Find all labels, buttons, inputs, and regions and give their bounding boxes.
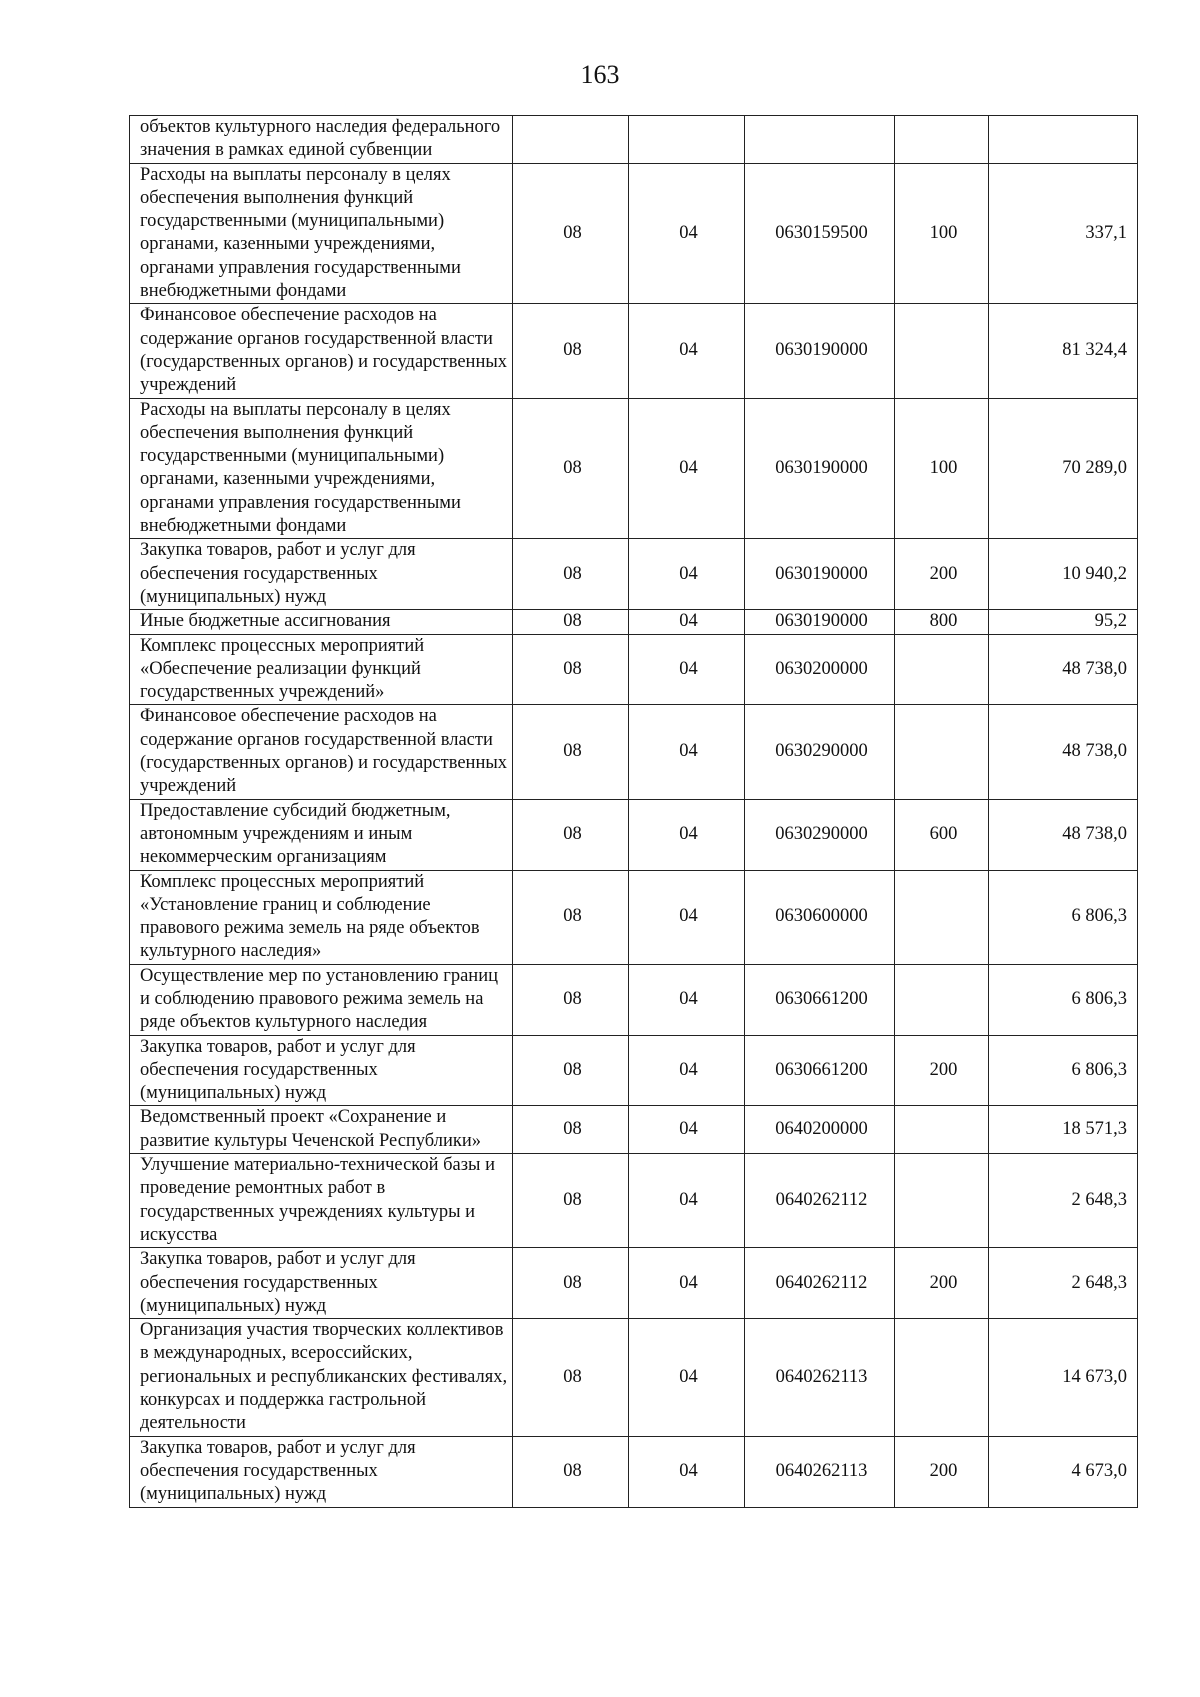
page-number: 163 <box>580 60 620 89</box>
section-code-cell: 08 <box>513 539 629 610</box>
amount-cell: 4 673,0 <box>989 1436 1138 1507</box>
target-article-cell: 0640262113 <box>745 1319 895 1436</box>
table-row <box>130 398 1138 539</box>
subsection-code-cell: 04 <box>629 398 745 539</box>
target-article-cell: 0630290000 <box>745 799 895 870</box>
row-name-cell: объектов культурного наследия федерального значения в рамках единой субвенции <box>130 116 513 164</box>
target-article-cell: 0630159500 <box>745 163 895 304</box>
table-row <box>130 539 1138 610</box>
subsection-code-cell: 04 <box>629 870 745 964</box>
expense-type-cell <box>895 870 989 964</box>
row-name-cell: Расходы на выплаты персоналу в целях обеспечения выполнения функций государственными (муниципальными) органами, казенными учреждениями, органами управления государственными внебюджетными фондами <box>130 398 513 539</box>
target-article-cell: 0630190000 <box>745 610 895 634</box>
section-code-cell: 08 <box>513 705 629 799</box>
table-row <box>130 1319 1138 1436</box>
table-row <box>130 870 1138 964</box>
section-code-cell: 08 <box>513 304 629 398</box>
section-code-cell: 08 <box>513 1436 629 1507</box>
table-row <box>130 1436 1138 1507</box>
row-name-cell: Закупка товаров, работ и услуг для обеспечения государственных (муниципальных) нужд <box>130 539 513 610</box>
row-name-cell: Финансовое обеспечение расходов на содержание органов государственной власти (государственных органов) и государственных учреждений <box>130 304 513 398</box>
subsection-code-cell: 04 <box>629 964 745 1035</box>
section-code-cell: 08 <box>513 398 629 539</box>
target-article-cell <box>745 116 895 164</box>
amount-cell: 48 738,0 <box>989 634 1138 705</box>
subsection-code-cell: 04 <box>629 705 745 799</box>
row-name-cell: Расходы на выплаты персоналу в целях обеспечения выполнения функций государственными (муниципальными) органами, казенными учреждениями, органами управления государственными внебюджетными фондами <box>130 163 513 304</box>
section-code-cell: 08 <box>513 1248 629 1319</box>
row-name-cell: Улучшение материально-технической базы и проведение ремонтных работ в государственных учреждениях культуры и искусства <box>130 1154 513 1248</box>
amount-cell: 14 673,0 <box>989 1319 1138 1436</box>
row-name-cell: Комплекс процессных мероприятий «Установление границ и соблюдение правового режима земель на ряде объектов культурного наследия» <box>130 870 513 964</box>
amount-cell: 337,1 <box>989 163 1138 304</box>
amount-cell <box>989 116 1138 164</box>
row-name-cell: Закупка товаров, работ и услуг для обеспечения государственных (муниципальных) нужд <box>130 1248 513 1319</box>
expense-type-cell <box>895 304 989 398</box>
row-name-cell: Закупка товаров, работ и услуг для обеспечения государственных (муниципальных) нужд <box>130 1035 513 1106</box>
section-code-cell: 08 <box>513 1319 629 1436</box>
subsection-code-cell: 04 <box>629 1319 745 1436</box>
row-name-cell: Осуществление мер по установлению границ и соблюдению правового режима земель на ряде объектов культурного наследия <box>130 964 513 1035</box>
amount-cell: 2 648,3 <box>989 1248 1138 1319</box>
table-row <box>130 304 1138 398</box>
section-code-cell: 08 <box>513 163 629 304</box>
expense-type-cell: 200 <box>895 1035 989 1106</box>
amount-cell: 6 806,3 <box>989 964 1138 1035</box>
row-name-cell: Комплекс процессных мероприятий «Обеспечение реализации функций государственных учреждений» <box>130 634 513 705</box>
subsection-code-cell <box>629 116 745 164</box>
amount-cell: 48 738,0 <box>989 799 1138 870</box>
expense-type-cell <box>895 1106 989 1154</box>
subsection-code-cell: 04 <box>629 1154 745 1248</box>
budget-table <box>129 115 1138 1508</box>
target-article-cell: 0630661200 <box>745 1035 895 1106</box>
section-code-cell: 08 <box>513 964 629 1035</box>
subsection-code-cell: 04 <box>629 163 745 304</box>
row-name-cell: Ведомственный проект «Сохранение и развитие культуры Чеченской Республики» <box>130 1106 513 1154</box>
table-row <box>130 634 1138 705</box>
row-name-cell: Закупка товаров, работ и услуг для обеспечения государственных (муниципальных) нужд <box>130 1436 513 1507</box>
section-code-cell: 08 <box>513 634 629 705</box>
expense-type-cell: 800 <box>895 610 989 634</box>
expense-type-cell: 200 <box>895 1248 989 1319</box>
table-row <box>130 610 1138 634</box>
expense-type-cell <box>895 1154 989 1248</box>
target-article-cell: 0630290000 <box>745 705 895 799</box>
section-code-cell: 08 <box>513 870 629 964</box>
expense-type-cell <box>895 634 989 705</box>
target-article-cell: 0630600000 <box>745 870 895 964</box>
amount-cell: 2 648,3 <box>989 1154 1138 1248</box>
expense-type-cell: 600 <box>895 799 989 870</box>
target-article-cell: 0630200000 <box>745 634 895 705</box>
target-article-cell: 0630190000 <box>745 304 895 398</box>
expense-type-cell: 200 <box>895 1436 989 1507</box>
subsection-code-cell: 04 <box>629 539 745 610</box>
section-code-cell: 08 <box>513 1154 629 1248</box>
table-row <box>130 163 1138 304</box>
target-article-cell: 0640262112 <box>745 1248 895 1319</box>
subsection-code-cell: 04 <box>629 610 745 634</box>
expense-type-cell: 100 <box>895 398 989 539</box>
table-row <box>130 799 1138 870</box>
target-article-cell: 0640262113 <box>745 1436 895 1507</box>
row-name-cell: Иные бюджетные ассигнования <box>130 610 513 634</box>
row-name-cell: Предоставление субсидий бюджетным, автономным учреждениям и иным некоммерческим организациям <box>130 799 513 870</box>
table-row <box>130 705 1138 799</box>
amount-cell: 10 940,2 <box>989 539 1138 610</box>
amount-cell: 6 806,3 <box>989 1035 1138 1106</box>
section-code-cell: 08 <box>513 799 629 870</box>
subsection-code-cell: 04 <box>629 634 745 705</box>
section-code-cell: 08 <box>513 1106 629 1154</box>
target-article-cell: 0630190000 <box>745 539 895 610</box>
subsection-code-cell: 04 <box>629 304 745 398</box>
section-code-cell: 08 <box>513 610 629 634</box>
section-code-cell: 08 <box>513 1035 629 1106</box>
table-row <box>130 1154 1138 1248</box>
table-row <box>130 1106 1138 1154</box>
expense-type-cell: 100 <box>895 163 989 304</box>
subsection-code-cell: 04 <box>629 1436 745 1507</box>
amount-cell: 81 324,4 <box>989 304 1138 398</box>
expense-type-cell <box>895 1319 989 1436</box>
row-name-cell: Финансовое обеспечение расходов на содержание органов государственной власти (государственных органов) и государственных учреждений <box>130 705 513 799</box>
expense-type-cell <box>895 964 989 1035</box>
section-code-cell <box>513 116 629 164</box>
amount-cell: 95,2 <box>989 610 1138 634</box>
amount-cell: 48 738,0 <box>989 705 1138 799</box>
target-article-cell: 0640262112 <box>745 1154 895 1248</box>
table-row <box>130 116 1138 164</box>
subsection-code-cell: 04 <box>629 1035 745 1106</box>
expense-type-cell <box>895 116 989 164</box>
table-row <box>130 1035 1138 1106</box>
expense-type-cell: 200 <box>895 539 989 610</box>
target-article-cell: 0640200000 <box>745 1106 895 1154</box>
subsection-code-cell: 04 <box>629 1106 745 1154</box>
subsection-code-cell: 04 <box>629 1248 745 1319</box>
target-article-cell: 0630661200 <box>745 964 895 1035</box>
row-name-cell: Организация участия творческих коллективов в международных, всероссийских, региональных и республиканских фестивалях, конкурсах и поддержка гастрольной деятельности <box>130 1319 513 1436</box>
amount-cell: 70 289,0 <box>989 398 1138 539</box>
amount-cell: 6 806,3 <box>989 870 1138 964</box>
subsection-code-cell: 04 <box>629 799 745 870</box>
table-row <box>130 964 1138 1035</box>
table-row <box>130 1248 1138 1319</box>
target-article-cell: 0630190000 <box>745 398 895 539</box>
amount-cell: 18 571,3 <box>989 1106 1138 1154</box>
expense-type-cell <box>895 705 989 799</box>
